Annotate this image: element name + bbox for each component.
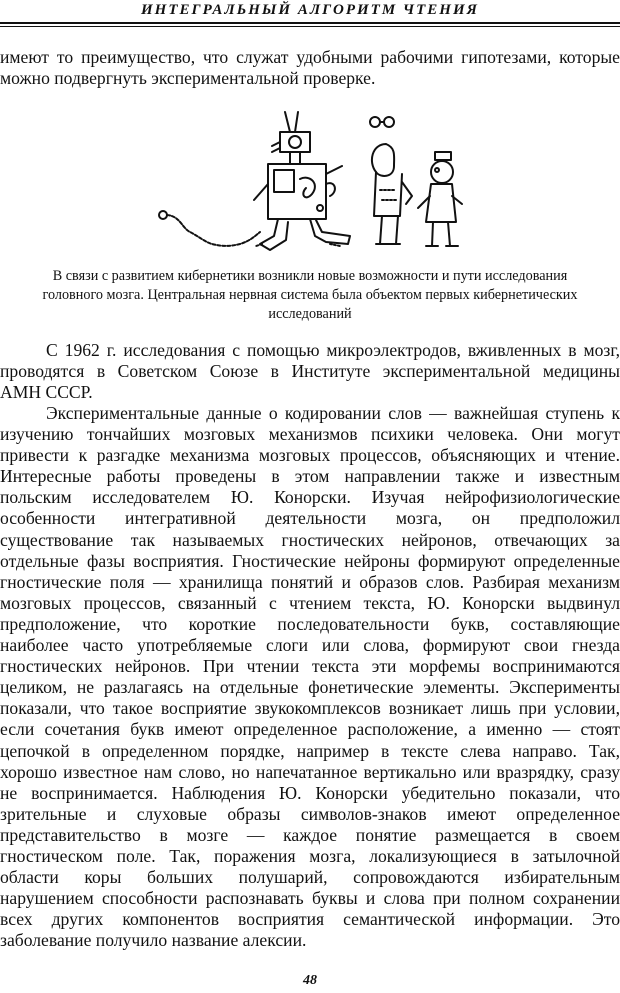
- page-number: 48: [303, 973, 317, 988]
- paragraph-line: заболевание получило название алексии.: [0, 930, 307, 951]
- paragraph-line: целиком, не разлагаясь на отдельные фонетические элементы. Эксперименты: [0, 677, 620, 698]
- caption-line: головного мозга. Центральная нервная система была объектом первых кибернетических: [42, 287, 578, 303]
- paragraph-line: предположение, что короткие последовательности букв, составляющие: [0, 613, 620, 634]
- caption-line: исследований: [268, 306, 352, 322]
- paragraph-line: АМН СССР.: [0, 382, 93, 403]
- header-rule-thin: [0, 26, 620, 27]
- paragraph-line: зрительные и слуховые образы символов-знаков имеют определенное: [0, 803, 620, 824]
- paragraph-line: особенности интегративной деятельности мозга, он предположил: [0, 508, 620, 529]
- header-rule-thick: [0, 22, 620, 24]
- paragraph-line: мозговых процессов, связанный с чтением текста, Ю. Конорски выдвинул: [0, 592, 620, 613]
- paragraph-line: если сочетания букв имеют определенное расположение, а именно — стоят: [0, 719, 620, 740]
- paragraph-line: всех других компонентов восприятия семантической информации. Это: [0, 909, 620, 930]
- figure-caption: [0, 267, 620, 324]
- paragraph-line: гностических нейронов. При чтении текста эти морфемы воспринимаются: [0, 656, 620, 677]
- paragraph-line: показали, что такое восприятие звукокомплексов возникает лишь при условии,: [0, 698, 620, 719]
- caption-line: В связи с развитием кибернетики возникли новые возможности и пути исследования: [52, 268, 568, 284]
- page-header: [0, 0, 620, 22]
- paragraph-line: Интересные работы проведены в этом направлении также и известным: [0, 466, 620, 487]
- cartoon-robot-and-scientists-icon: [150, 104, 480, 264]
- paragraph-line: гностическом поле. Так, поражения мозга, локализующиеся в затылочной: [0, 845, 620, 866]
- paragraph-1: [0, 340, 620, 403]
- paragraph-line: цепочкой в определенном порядке, например в тексте слева направо. Так,: [0, 740, 620, 761]
- paragraph-line: изучению тончайших мозговых механизмов психики человека. Они могут: [0, 424, 620, 445]
- paragraph-line: отдельные фазы восприятия. Гностические нейроны формируют определенные: [0, 550, 620, 571]
- paragraph-line: не воспринимается. Наблюдения Ю. Конорски убедительно показали, что: [0, 782, 620, 803]
- intro-line: имеют то преимущество, что служат удобными рабочими гипотезами, которые: [0, 47, 620, 67]
- paragraph-line: хорошо известное нам слово, но напечатанное вертикально или вразрядку, сразу: [0, 761, 620, 782]
- paragraph-line: нарушением способности распознавать буквы и слова при полном сохранении: [0, 888, 620, 909]
- paragraph-line: области коры больших полушарий, сопровождаются избирательным: [0, 867, 620, 888]
- paragraph-line: представительство в мозге — каждое понятие размещается в своем: [0, 824, 620, 845]
- paragraph-line: С 1962 г. исследования с помощью микроэлектродов, вживленных в мозг,: [46, 340, 620, 360]
- paragraph-line: проводятся в Советском Союзе в Институте экспериментальной медицины: [0, 361, 620, 382]
- paragraph-2: [0, 403, 620, 951]
- intro-paragraph: [0, 47, 620, 89]
- paragraph-line: гностические поля — хранилища понятий и образов слов. Разбирая механизм: [0, 571, 620, 592]
- paragraph-line: привести к разгадке механизма мозговых процессов, объясняющих и чтение.: [0, 445, 620, 466]
- paragraph-line: польским исследователем Ю. Конорски. Изучая нейрофизиологические: [0, 487, 620, 508]
- paragraph-line: наиболее часто употребляемые слоги или слова, формируют свои гнезда: [0, 635, 620, 656]
- running-title: ИНТЕГРАЛЬНЫЙ АЛГОРИТМ ЧТЕНИЯ: [141, 2, 479, 18]
- paragraph-line: Экспериментальные данные о кодировании слов — важнейшая ступень к: [46, 403, 620, 423]
- paragraph-line: существование так называемых гностических нейронов, отвечающих за: [0, 529, 620, 550]
- intro-line: можно подвергнуть экспериментальной проверке.: [0, 68, 376, 89]
